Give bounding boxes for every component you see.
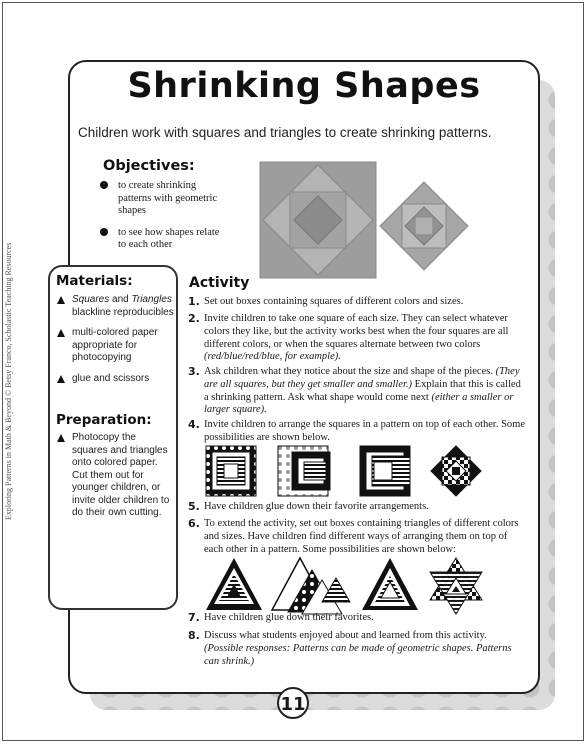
material-text: multi-colored paper appropriate for photocopying: [72, 327, 158, 363]
step-6: [188, 518, 528, 556]
list-item: [100, 180, 220, 218]
triangle-bullet-icon: [57, 375, 65, 383]
preparation-list: [56, 432, 174, 528]
triangle-bullet-icon: [57, 329, 65, 337]
triangle-arrangement-4: [430, 558, 482, 614]
step-4: [188, 419, 528, 445]
materials-heading: Materials:: [56, 273, 133, 289]
step-text-part: Explain that this is called a shrinking pattern. Ask what shape would come next: [204, 378, 521, 403]
step-text: [188, 313, 528, 364]
objective-text: to see how shapes relate to each other: [118, 226, 220, 250]
step-number: 1.: [188, 295, 200, 308]
bullet-icon: [100, 181, 108, 189]
list-item: [56, 432, 174, 520]
side-credit: Exploring Patterns in Math & Beyond © Betsy Franco, Scholastic Teaching Resources: [4, 242, 13, 520]
materials-list: [56, 294, 174, 393]
step-number: 8.: [188, 629, 200, 642]
step-number: 2.: [188, 312, 200, 325]
preparation-text: Photocopy the squares and triangles onto colored paper. Cut them out for younger children, or invite older children to do their own cutting.: [72, 432, 170, 518]
step-text-part: Set out boxes containing squares of different colors and sizes.: [204, 296, 464, 307]
step-text-italic: (red/blue/red/blue, for example).: [204, 351, 341, 363]
triangle-arrangement-2: [272, 558, 350, 614]
triangle-arrangement-3: [362, 558, 418, 610]
square-arrangement-4: [431, 446, 481, 496]
step-text-part: Have children glue down their favorites.: [204, 612, 374, 623]
activity-heading: Activity: [189, 275, 250, 291]
list-item: [100, 227, 220, 252]
step-text: [188, 501, 528, 514]
page-number: 11: [277, 687, 309, 719]
step-text: [188, 296, 528, 309]
material-text: Triangles: [131, 294, 172, 305]
triangle-arrangement-1: [206, 558, 262, 610]
bullet-icon: [100, 228, 108, 236]
step-text-part: Invite children to take one square of each size. They can select whatever colors they like, but the activity works best when the four squares are all different colors, or when the squares alternate between two colors: [204, 313, 509, 350]
step-number: 3.: [188, 365, 200, 378]
step-8: [188, 630, 528, 668]
objective-text: to create shrinking patterns with geometric shapes: [118, 180, 218, 216]
step-2: [188, 313, 528, 364]
step-text-part: Have children glue down their favorite arrangements.: [204, 501, 429, 512]
nested-squares-illustration: [260, 162, 480, 284]
list-item: [56, 294, 174, 319]
triangle-bullet-icon: [57, 296, 65, 304]
step-text-part: Discuss what students enjoyed about and learned from this activity.: [204, 630, 487, 641]
square-arrangement-2: [278, 446, 330, 496]
square-arrangements: [204, 444, 484, 498]
step-number: 5.: [188, 500, 200, 513]
large-nested-squares: [260, 162, 376, 278]
step-text: [188, 518, 528, 556]
objectives-heading: Objectives:: [103, 158, 195, 174]
step-text-part: To extend the activity, set out boxes containing triangles of different colors and sizes. Have children find different ways of arranging them on top of each other in a pattern. Some possibilities are shown below:: [204, 518, 519, 555]
step-text: [188, 612, 528, 625]
step-text-part: Invite children to arrange the squares in a pattern on top of each other. Some possibilities are shown below.: [204, 419, 526, 443]
triangle-arrangements: [204, 556, 484, 614]
page-title: Shrinking Shapes: [127, 66, 481, 106]
square-arrangement-1: [206, 446, 256, 496]
material-text: blackline reproducibles: [72, 306, 174, 318]
step-text-italic: (either a smaller or larger square).: [204, 391, 514, 416]
small-nested-squares: [380, 182, 468, 270]
step-3: [188, 366, 528, 417]
step-text: [188, 630, 528, 668]
material-text: and: [109, 294, 132, 305]
step-7: [188, 612, 528, 625]
material-text: Squares: [72, 294, 110, 305]
triangle-bullet-icon: [57, 434, 65, 442]
step-text-part: Ask children what they notice about the size and shape of the pieces.: [204, 366, 496, 377]
preparation-heading: Preparation:: [56, 412, 152, 428]
list-item: [56, 327, 174, 365]
step-number: 6.: [188, 517, 200, 530]
step-number: 7.: [188, 611, 200, 624]
material-text: glue and scissors: [72, 372, 150, 384]
square-arrangement-3: [360, 446, 410, 496]
step-text: [188, 366, 528, 417]
step-1: [188, 296, 528, 309]
step-text: [188, 419, 528, 445]
page-subtitle: Children work with squares and triangles to create shrinking patterns.: [78, 125, 492, 140]
step-text-italic: (They are all squares, but they get smaller and smaller.): [204, 366, 520, 390]
step-text-italic: (Possible responses: Patterns can be made of geometric shapes. Patterns can shrink.): [204, 642, 512, 667]
list-item: [56, 373, 174, 386]
step-5: [188, 501, 528, 514]
objectives-list: [100, 180, 220, 261]
step-number: 4.: [188, 418, 200, 431]
